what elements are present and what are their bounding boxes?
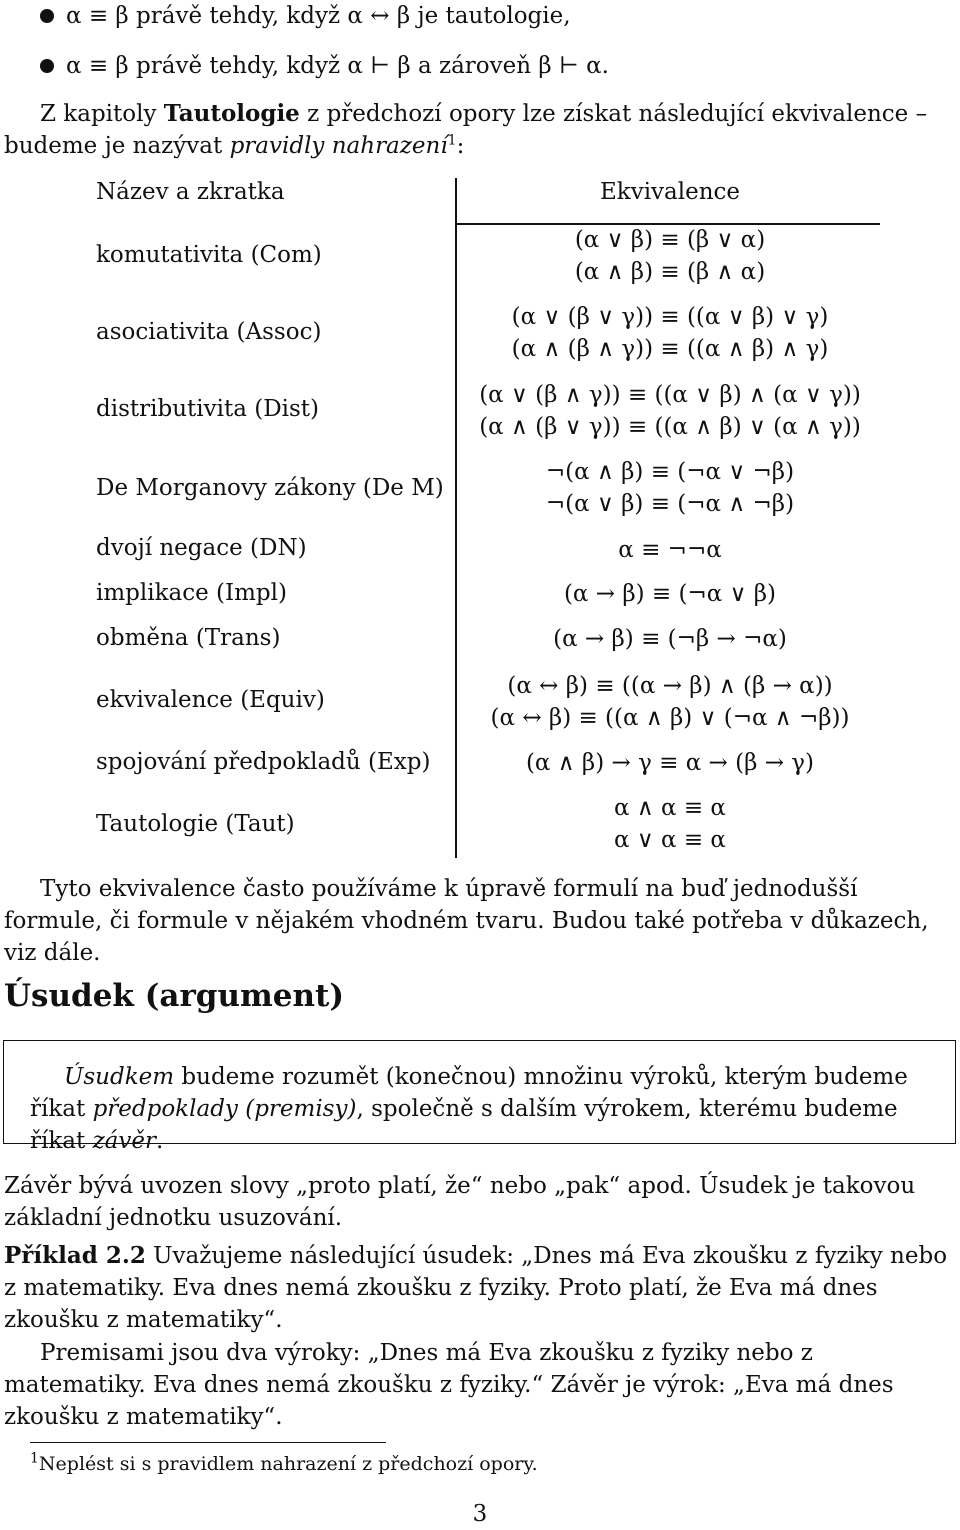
- table-row-name: spojování předpokladů (Exp): [96, 749, 431, 775]
- table-row-equivalence: ¬(α ∨ β) ≡ (¬α ∧ ¬β): [545, 491, 795, 517]
- bullet-marker: [40, 59, 54, 73]
- example-label: Příklad 2.2: [4, 1242, 146, 1269]
- table-row-equivalence: (α ∧ β) → γ ≡ α → (β → γ): [525, 750, 815, 776]
- conclusion-paragraph: Závěr bývá uvozen slovy „proto platí, že“ nebo „pak“ apod. Úsudek je takovou základní jednotku usuzování.: [4, 1173, 916, 1231]
- footnote: $^1$Neplést si s pravidlem nahrazení z předchozí opory.: [30, 1450, 538, 1475]
- bullet-item: α ≡ β právě tehdy, když α ⊢ β a zároveň β ⊢ α.: [66, 53, 609, 79]
- footnote-ref: 1: [447, 132, 457, 149]
- section-title: Úsudek (argument): [4, 978, 345, 1014]
- bullet-marker: [40, 9, 54, 23]
- table-row-name: ekvivalence (Equiv): [96, 687, 325, 713]
- table-row-equivalence: (α ↔ β) ≡ ((α → β) ∧ (β → α)): [507, 673, 833, 699]
- table-row-name: distributivita (Dist): [96, 396, 320, 422]
- table-row-name: implikace (Impl): [96, 580, 287, 606]
- table-row-equivalence: (α ∧ (β ∧ γ)) ≡ ((α ∧ β) ∧ γ): [511, 336, 829, 362]
- table-row-name: De Morganovy zákony (De M): [96, 475, 444, 501]
- table-row-equivalence: (α ↔ β) ≡ ((α ∧ β) ∨ (¬α ∧ ¬β)): [490, 705, 850, 731]
- table-row-name: komutativita (Com): [96, 242, 322, 268]
- definition-box: [3, 1040, 956, 1154]
- table-header-name: Název a zkratka: [96, 179, 285, 205]
- definition-text: Úsudkem budeme rozumět (konečnou) množinu výroků, kterým budeme říkat předpoklady (premisy), společně s dalším výrokem, kterému budeme říkat závěr.: [30, 1064, 908, 1154]
- table-row-equivalence: (α ∧ β) ≡ (β ∧ α): [574, 259, 766, 285]
- table-row-name: dvojí negace (DN): [96, 535, 307, 561]
- example-paragraph: Příklad 2.2 Uvažujeme následující úsudek: „Dnes má Eva zkoušku z fyziky nebo z matematiky. Eva dnes nemá zkoušku z fyziky. Proto platí, že Eva má dnes zkoušku z matematiky“.: [4, 1242, 948, 1333]
- table-row-equivalence: (α → β) ≡ (¬α ∨ β): [563, 581, 777, 607]
- table-row-equivalence: α ∨ α ≡ α: [614, 827, 726, 853]
- table-row-equivalence: α ∧ α ≡ α: [614, 795, 726, 821]
- table-row-equivalence: (α ∨ β) ≡ (β ∨ α): [574, 227, 766, 253]
- premises-paragraph: Premisami jsou dva výroky: „Dnes má Eva zkoušku z fyziky nebo z matematiky. Eva dnes nemá zkoušku z fyziky.“ Závěr je výrok: „Eva má dnes zkoušku z matematiky“.: [4, 1340, 894, 1430]
- footnote-rule: [30, 1442, 386, 1443]
- table-row-equivalence: α ≡ ¬¬α: [618, 537, 722, 563]
- intro-italic-term: pravidly nahrazení: [229, 133, 448, 159]
- bullet-item: α ≡ β právě tehdy, když α ↔ β je tautologie,: [66, 3, 571, 29]
- table-row-equivalence: (α ∧ (β ∨ γ)) ≡ ((α ∧ β) ∨ (α ∧ γ)): [479, 414, 861, 440]
- table-row-equivalence: ¬(α ∧ β) ≡ (¬α ∨ ¬β): [545, 459, 795, 485]
- page-number: 3: [472, 1501, 488, 1527]
- table-vertical-rule: [455, 178, 457, 858]
- table-row-equivalence: (α ∨ (β ∨ γ)) ≡ ((α ∨ β) ∨ γ): [511, 304, 829, 330]
- table-row-name: obměna (Trans): [96, 625, 281, 651]
- intro-paragraph: Z kapitoly Tautologie z předchozí opory lze získat následující ekvivalence – budeme je nazývat pravidly nahrazení$^1$:: [4, 100, 928, 159]
- table-header-equivalence: Ekvivalence: [599, 179, 741, 205]
- intro-bold-term: Tautologie: [163, 100, 300, 127]
- table-row-equivalence: (α → β) ≡ (¬β → ¬α): [553, 626, 787, 652]
- table-row-name: asociativita (Assoc): [96, 319, 322, 345]
- table-row-name: Tautologie (Taut): [96, 811, 295, 837]
- after-table-paragraph: Tyto ekvivalence často používáme k úpravě formulí na buď jednodušší formule, či formule v nějakém vhodném tvaru. Budou také potřeba v důkazech, viz dále.: [4, 876, 929, 966]
- table-row-equivalence: (α ∨ (β ∧ γ)) ≡ ((α ∨ β) ∧ (α ∨ γ)): [479, 382, 861, 408]
